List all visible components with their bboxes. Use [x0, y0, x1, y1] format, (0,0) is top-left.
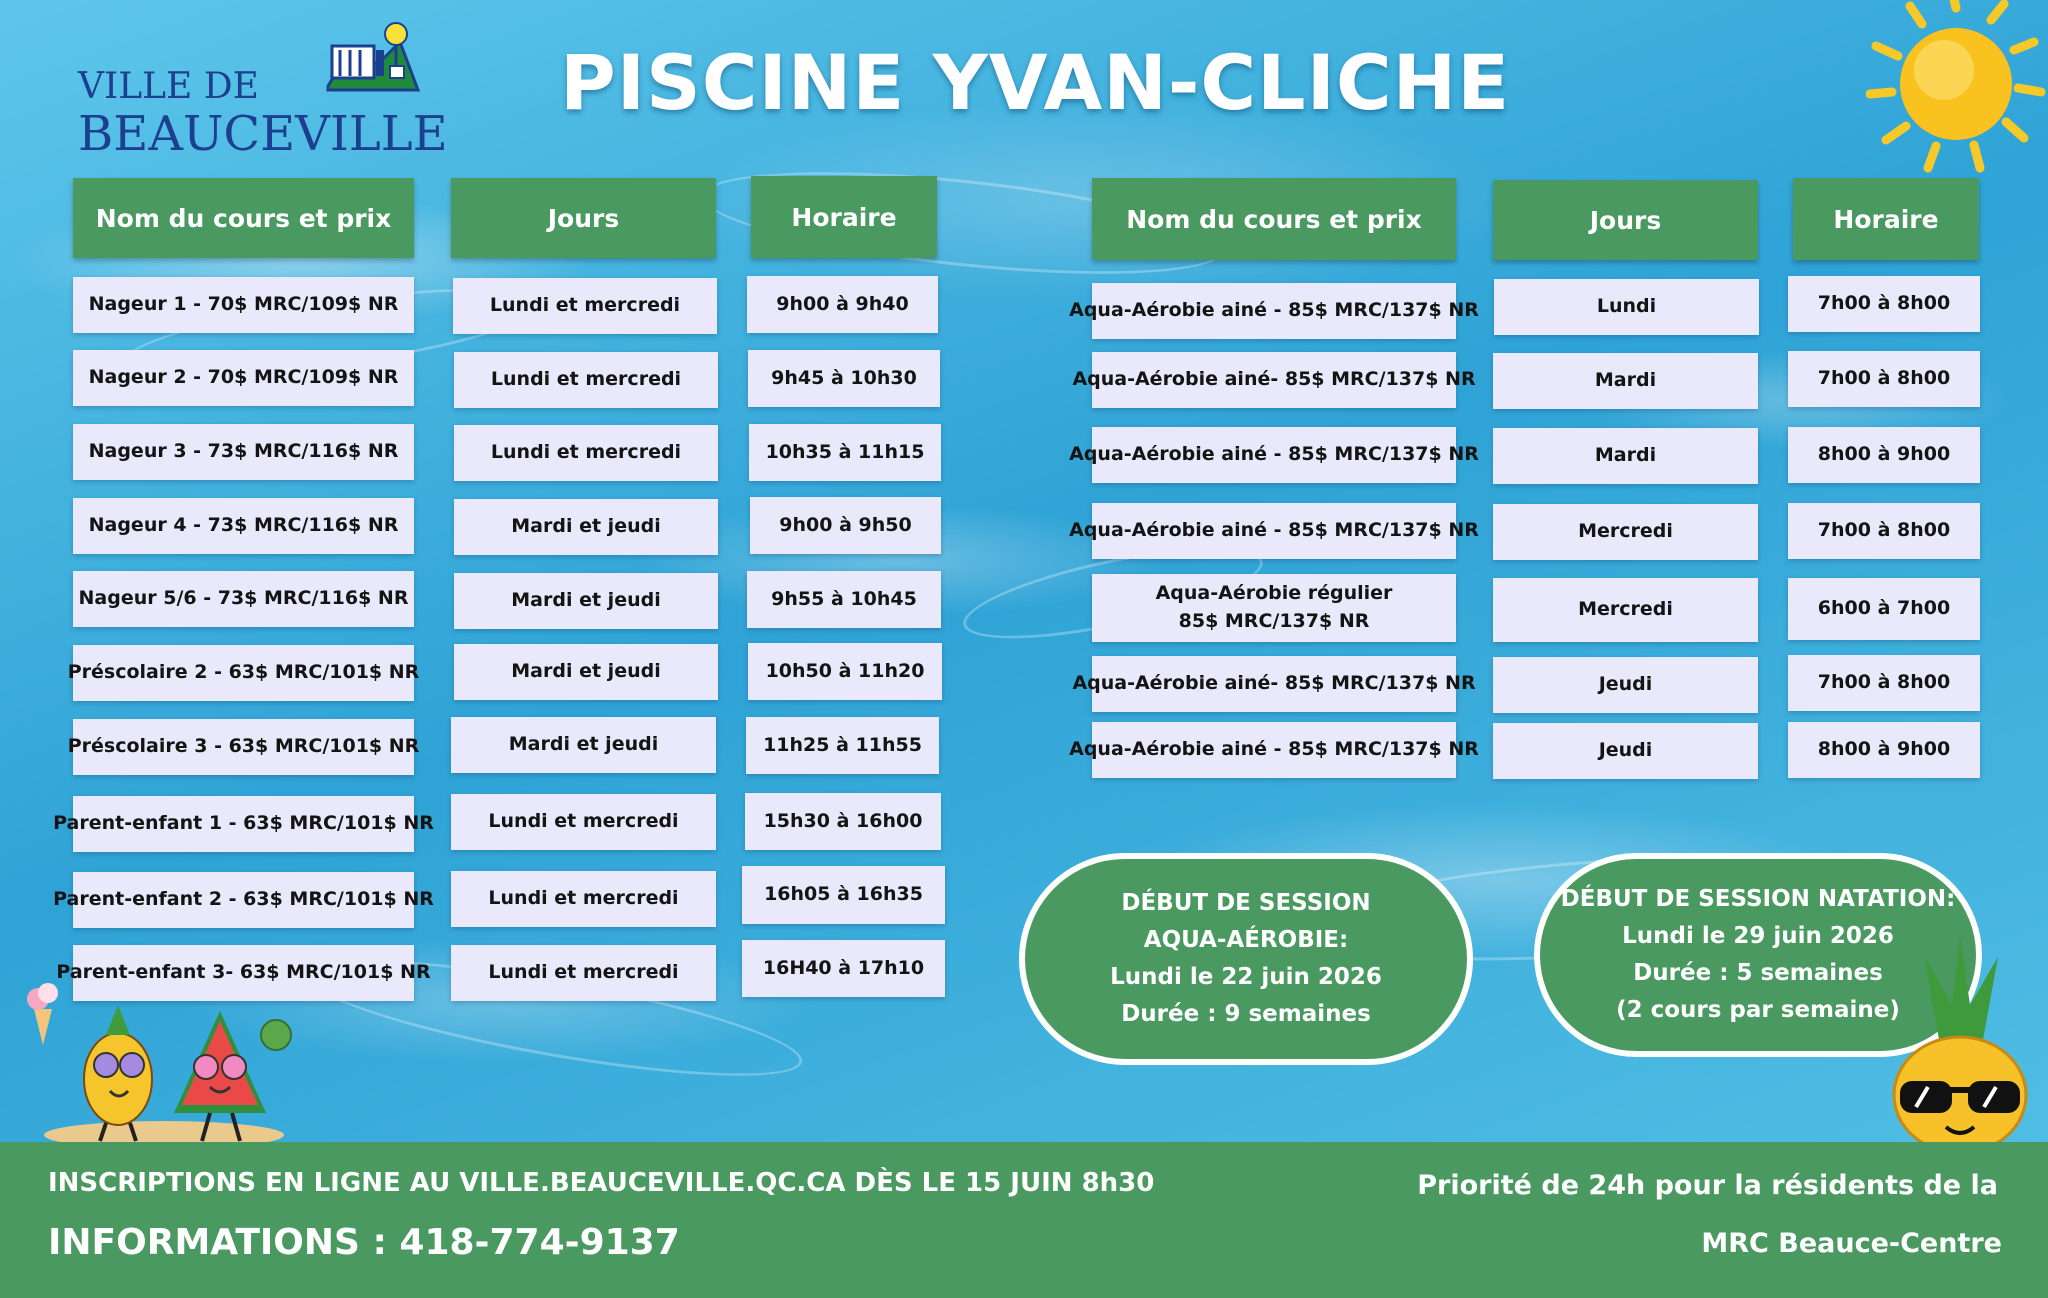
right-row-1-course: Aqua-Aérobie ainé - 85$ MRC/137$ NR [1092, 283, 1456, 339]
aqua-session-oval [1019, 853, 1473, 1065]
right-row-7-course: Aqua-Aérobie ainé - 85$ MRC/137$ NR [1092, 722, 1456, 778]
left-row-3-course: Nageur 3 - 73$ MRC/116$ NR [73, 424, 414, 480]
left-row-8-course: Parent-enfant 1 - 63$ MRC/101$ NR [73, 796, 414, 852]
left-row-10-days: Lundi et mercredi [451, 945, 716, 1001]
left-row-6-course: Préscolaire 2 - 63$ MRC/101$ NR [73, 645, 414, 701]
right-row-3-course: Aqua-Aérobie ainé - 85$ MRC/137$ NR [1092, 427, 1456, 483]
left-row-1-course: Nageur 1 - 70$ MRC/109$ NR [73, 277, 414, 333]
sun-icon [1866, 0, 2048, 175]
footer-inscriptions: INSCRIPTIONS EN LIGNE AU VILLE.BEAUCEVILLE.QC.CA DÈS LE 15 JUIN 8h30 [48, 1168, 1155, 1198]
left-row-8-time: 15h30 à 16h00 [745, 793, 941, 850]
right-row-5-course-line2: 85$ MRC/137$ NR [1178, 610, 1370, 632]
left-row-4-course: Nageur 4 - 73$ MRC/116$ NR [73, 498, 414, 554]
right-row-3-time: 8h00 à 9h00 [1788, 427, 1980, 483]
left-row-2-time: 9h45 à 10h30 [748, 350, 940, 407]
left-row-5-time: 9h55 à 10h45 [747, 571, 941, 628]
right-row-5-time: 6h00 à 7h00 [1788, 578, 1980, 640]
right-row-5-days: Mercredi [1493, 578, 1758, 642]
right-row-7-days: Jeudi [1493, 723, 1758, 779]
left-row-1-days: Lundi et mercredi [453, 278, 717, 334]
right-row-4-course: Aqua-Aérobie ainé - 85$ MRC/137$ NR [1092, 503, 1456, 559]
left-row-3-time: 10h35 à 11h15 [749, 424, 941, 481]
left-row-7-course: Préscolaire 3 - 63$ MRC/101$ NR [73, 719, 414, 775]
right-header-days: Jours [1493, 180, 1758, 260]
right-row-5-course [1092, 574, 1456, 642]
left-header-course: Nom du cours et prix [73, 178, 414, 258]
page-title: PISCINE YVAN-CLICHE [560, 38, 1511, 127]
right-row-1-days: Lundi [1494, 279, 1759, 335]
right-row-4-days: Mercredi [1493, 504, 1758, 560]
left-header-days: Jours [451, 178, 716, 258]
right-row-2-days: Mardi [1493, 353, 1758, 409]
left-row-9-course: Parent-enfant 2 - 63$ MRC/101$ NR [73, 872, 414, 928]
pineapple-sunglasses-icon [1880, 935, 2040, 1150]
aqua-session-line4: Durée : 9 semaines [1121, 1000, 1371, 1027]
left-header-time: Horaire [751, 176, 937, 258]
right-row-7-time: 8h00 à 9h00 [1788, 722, 1980, 778]
left-row-2-course: Nageur 2 - 70$ MRC/109$ NR [73, 350, 414, 406]
left-row-3-days: Lundi et mercredi [454, 425, 718, 481]
aqua-session-line2: AQUA-AÉROBIE: [1143, 927, 1349, 954]
right-header-time: Horaire [1793, 178, 1979, 260]
left-row-4-time: 9h00 à 9h50 [750, 497, 941, 554]
aqua-session-line1: DÉBUT DE SESSION [1121, 890, 1371, 917]
left-row-2-days: Lundi et mercredi [454, 352, 718, 408]
left-row-4-days: Mardi et jeudi [454, 499, 718, 555]
right-row-2-time: 7h00 à 8h00 [1788, 351, 1980, 407]
left-row-8-days: Lundi et mercredi [451, 794, 716, 850]
right-row-6-course: Aqua-Aérobie ainé- 85$ MRC/137$ NR [1092, 656, 1456, 712]
left-row-5-course: Nageur 5/6 - 73$ MRC/116$ NR [73, 571, 414, 627]
fruit-characters-icon [14, 975, 304, 1143]
left-row-6-time: 10h50 à 11h20 [748, 643, 942, 700]
left-row-7-time: 11h25 à 11h55 [746, 717, 939, 774]
right-row-5-course-line1: Aqua-Aérobie régulier [1155, 582, 1393, 605]
natation-session-line3: Durée : 5 semaines [1633, 960, 1883, 986]
left-row-10-time: 16H40 à 17h10 [742, 940, 945, 997]
right-row-6-days: Jeudi [1493, 657, 1758, 713]
logo-line2: BEAUCEVILLE [78, 106, 448, 162]
town-logo-icon [250, 20, 446, 102]
right-row-1-time: 7h00 à 8h00 [1788, 276, 1980, 332]
right-row-3-days: Mardi [1493, 428, 1758, 484]
footer-informations: INFORMATIONS : 418-774-9137 [48, 1222, 680, 1263]
footer-band [0, 1142, 2048, 1298]
right-row-2-course: Aqua-Aérobie ainé- 85$ MRC/137$ NR [1092, 352, 1456, 408]
logo-line1: VILLE DE [78, 66, 259, 107]
aqua-session-line3: Lundi le 22 juin 2026 [1110, 964, 1382, 990]
footer-priority-line2: MRC Beauce-Centre [1701, 1228, 2002, 1259]
left-row-7-days: Mardi et jeudi [451, 717, 716, 773]
left-row-5-days: Mardi et jeudi [454, 573, 718, 629]
natation-session-line4: (2 cours par semaine) [1616, 996, 1900, 1023]
left-row-6-days: Mardi et jeudi [454, 644, 718, 700]
right-row-4-time: 7h00 à 8h00 [1788, 503, 1980, 559]
left-row-9-time: 16h05 à 16h35 [742, 866, 945, 924]
left-row-1-time: 9h00 à 9h40 [747, 276, 938, 333]
right-header-course: Nom du cours et prix [1092, 178, 1456, 260]
town-logo [78, 20, 448, 162]
footer-priority-line1: Priorité de 24h pour la résidents de la [1417, 1170, 1998, 1201]
left-row-10-course: Parent-enfant 3- 63$ MRC/101$ NR [73, 945, 414, 1001]
right-row-6-time: 7h00 à 8h00 [1788, 655, 1980, 711]
natation-session-line2: Lundi le 29 juin 2026 [1622, 923, 1894, 950]
natation-session-line1: DÉBUT DE SESSION NATATION: [1560, 886, 1956, 913]
left-row-9-days: Lundi et mercredi [451, 871, 716, 927]
